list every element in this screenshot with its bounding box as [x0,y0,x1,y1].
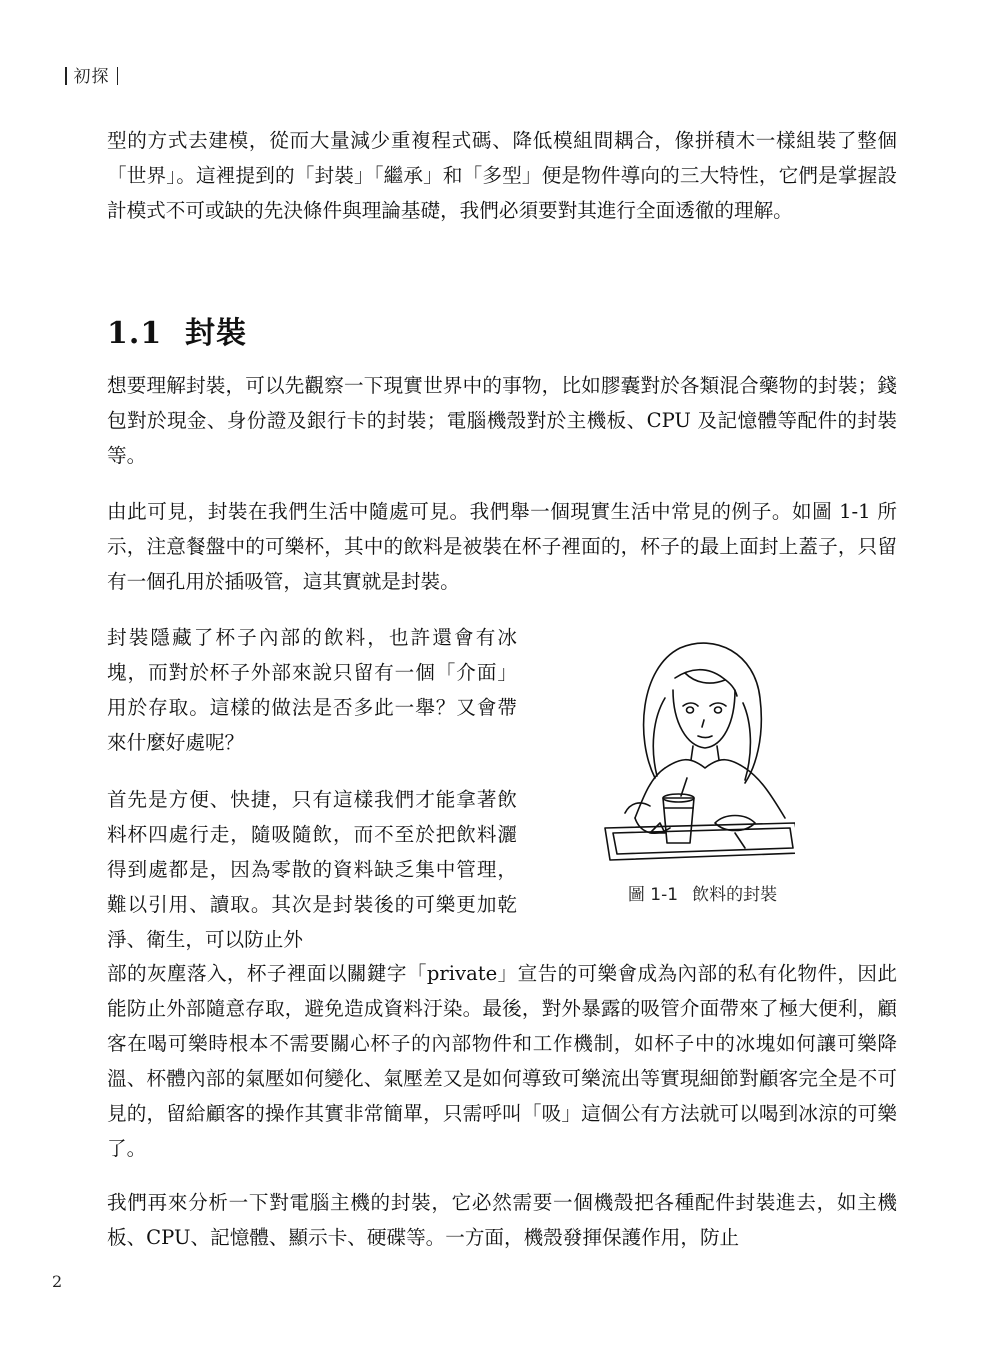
figure-number: 圖 1-1 [627,885,679,905]
paragraph-cup-example: 由此可見，封裝在我們生活中隨處可見。我們舉一個現實生活中常見的例子。如圖 1-1 所示，注意餐盤中的可樂杯，其中的飲料是被裝在杯子裡面的，杯子的最上面封上蓋子，只留有一個孔用於插吸管，這其實就是封裝。 [107,500,897,593]
header-divider [117,67,119,85]
paragraph-benefits-part1: 首先是方便、快捷，只有這樣我們才能拿著飲料杯四處行走，隨吸隨飲，而不至於把飲料灑得到處都是，因為零散的資料缺乏集中管理，難以引用、讀取。其次是封裝後的可樂更加乾淨、衛生，可以防止外 [107,788,517,951]
paragraph-encapsulation-examples: 想要理解封裝，可以先觀察一下現實世界中的事物，比如膠囊對於各類混合藥物的封裝；錢包對於現金、身份證及銀行卡的封裝；電腦機殼對於主機板、CPU 及記憶體等配件的封裝等。 [107,374,897,467]
header-label: 初探 [73,67,110,87]
figure-illustration [595,628,795,868]
section-number: 1.1 [107,316,163,351]
section-title: 封裝 [185,316,247,351]
header-divider [65,67,67,85]
figure-caption-text: 飲料的封裝 [692,885,778,905]
paragraph-hidden-drink: 封裝隱藏了杯子內部的飲料，也許還會有冰塊，而對於杯子外部來說只留有一個「介面」用於存取。這樣的做法是否多此一舉？又會帶來什麼好處呢？ [107,626,517,754]
figure-caption [595,880,810,905]
running-header [58,62,125,87]
page-number: 2 [52,1272,63,1291]
girl-with-drink-illustration-icon [595,628,795,868]
paragraph-computer-case: 我們再來分析一下對電腦主機的封裝，它必然需要一個機殼把各種配件封裝進去，如主機板、CPU、記憶體、顯示卡、硬碟等。一方面，機殼發揮保護作用，防止 [107,1191,897,1249]
paragraph-intro: 型的方式去建模，從而大量減少重複程式碼、降低模組間耦合，像拼積木一樣組裝了整個「世界」。這裡提到的「封裝」「繼承」和「多型」便是物件導向的三大特性，它們是掌握設計模式不可或缺的先決條件與理論基礎，我們必須要對其進行全面透徹的理解。 [107,129,897,222]
paragraph-benefits-part2: 部的灰塵落入，杯子裡面以關鍵字「private」宣告的可樂會成為內部的私有化物件，因此能防止外部隨意存取，避免造成資料汙染。最後，對外暴露的吸管介面帶來了極大便利，顧客在喝可樂時根本不需要關心杯子的內部物件和工作機制，如杯子中的冰塊如何讓可樂降溫、杯體內部的氣壓如何變化、氣壓差又是如何導致可樂流出等實現細節對顧客完全是不可見的，留給顧客的操作其實非常簡單，只需呼叫「吸」這個公有方法就可以喝到冰涼的可樂了。 [107,962,897,1160]
section-heading [107,308,247,352]
